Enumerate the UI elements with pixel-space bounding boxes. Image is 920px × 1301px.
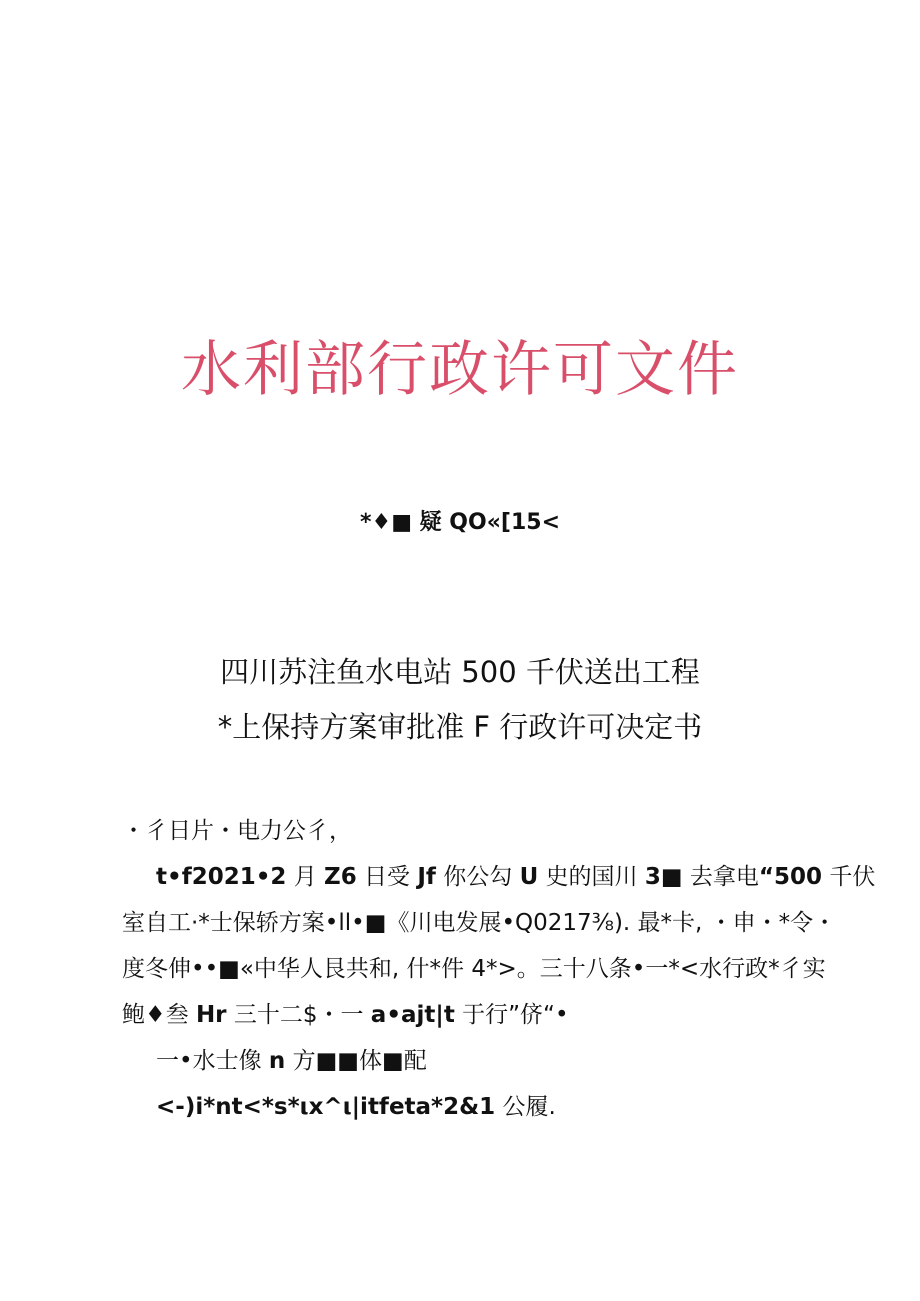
document-body <box>122 808 876 1130</box>
paragraph-3 <box>122 1084 812 1130</box>
text-run: 公履. <box>495 1094 556 1120</box>
text-run: 千伏 <box>822 864 876 890</box>
text-run: 于行”侪“• <box>454 1002 569 1028</box>
masthead-title: 水利部行政许可文件 <box>181 335 739 405</box>
text-run: t•f2021•2 <box>156 864 287 890</box>
text-run: 一•水士像 <box>156 1048 269 1074</box>
paragraph-1-line-3: 度冬伸••■«中华人艮共和, 什*件 4*>。三十八条•一*<水行政*彳实 <box>122 956 826 982</box>
text-run: 三十二$・一 <box>226 1002 371 1028</box>
title-line-1: 四川苏注鱼水电站 500 千伏送出工程 <box>220 655 700 689</box>
text-run: Hr <box>195 1002 227 1028</box>
text-run: Jf <box>417 864 436 890</box>
text-run: a•ajt|t <box>370 1002 455 1028</box>
text-run: n <box>268 1048 286 1074</box>
document-title <box>0 645 920 755</box>
text-run: 方■■体■配 <box>285 1048 427 1074</box>
text-run: <-)i*nt<*s*ιx^ι|itfeta*2&1 <box>156 1094 496 1120</box>
paragraph-1-line-1 <box>122 854 876 900</box>
text-run: 史的国川 <box>538 864 645 890</box>
document-number: *♦■ 疑 QO«[15< <box>359 510 561 535</box>
title-line-2: *上保持方案审批准 F 行政许可决定书 <box>217 710 703 744</box>
text-run: U <box>519 864 539 890</box>
salutation: ・彳日片・电力公彳， <box>122 818 352 844</box>
text-run: 你公勾 <box>435 864 520 890</box>
paragraph-1-line-4 <box>122 992 812 1038</box>
text-run: Z6 <box>324 864 357 890</box>
text-run: 日受 <box>356 864 418 890</box>
text-run: “500 <box>758 864 823 890</box>
paragraph-2 <box>122 1038 812 1084</box>
paragraph-1-line-2: 室自工·*士保轿方案•ll•■《川电发展•Q0217⅜). 最*卡, ・申・*令・ <box>122 910 837 936</box>
text-run: 去拿电 <box>682 864 759 890</box>
text-run: 月 <box>286 864 325 890</box>
text-run: 鲍♦叁 <box>122 1002 196 1028</box>
text-run: 3■ <box>644 864 683 890</box>
